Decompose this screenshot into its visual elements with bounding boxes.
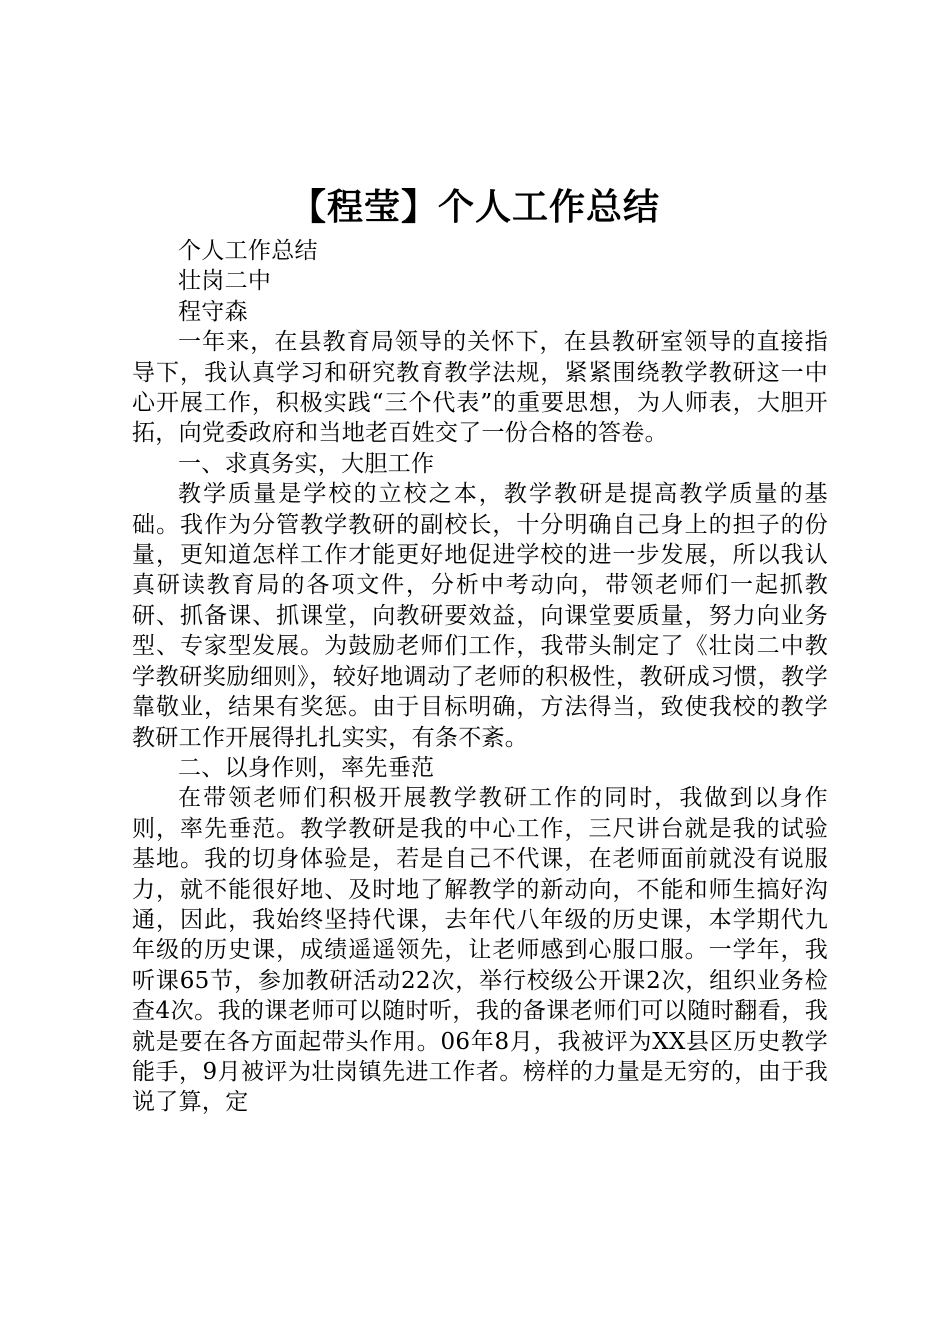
document-body [132, 236, 828, 1118]
school-name: 壮岗二中 [178, 268, 272, 295]
document-subtitle: 个人工作总结 [178, 238, 318, 264]
paragraph: 教学质量是学校的立校之本，教学教研是提高教学质量的基础。我作为分管教学教研的副校长，十分明确自己身上的担子的份量，更知道怎样工作才能更好地促进学校的进一步发展，所以我认真研读教育局的各项文件，分析中考动向，带领老师们一起抓教研、抓备课、抓课堂，向教研要效益，向课堂要质量，努力向业务型、专家型发展。为鼓励老师们工作，我带头制定了《壮岗二中教学教研奖励细则》，较好地调动了老师的积极性，教研成习惯，教学靠敬业，结果有奖惩。由于目标明确，方法得当，致使我校的教学教研工作开展得扎扎实实，有条不紊。 [132, 481, 828, 751]
section-heading: 一、求真务实，大胆工作 [178, 450, 435, 477]
document-title: 【程莹】个人工作总结 [289, 186, 660, 228]
section-heading: 二、以身作则，率先垂范 [178, 754, 435, 781]
author-name: 程守森 [178, 298, 248, 325]
paragraph: 在带领老师们积极开展教学教研工作的同时，我做到以身作则，率先垂范。教学教研是我的中心工作，三尺讲台就是我的试验基地。我的切身体验是，若是自己不代课，在老师面前就没有说服力，就不能很好地、及时地了解教学的新动向，不能和师生搞好沟通，因此，我始终坚持代课，去年代八年级的历史课，本学期代九年级的历史课，成绩遥遥领先，让老师感到心服口服。一学年，我听课65节，参加教研活动22次，举行校级公开课2次，组织业务检查4次。我的课老师可以随时听，我的备课老师们可以随时翻看，我就是要在各方面起带头作用。06年8月，我被评为XX县区历史教学能手，9月被评为壮岗镇先进工作者。榜样的力量是无穷的，由于我说了算，定 [132, 785, 828, 1116]
paragraph: 一年来，在县教育局领导的关怀下，在县教研室领导的直接指导下，我认真学习和研究教育教学法规，紧紧围绕教学教研这一中心开展工作，积极实践“三个代表”的重要思想，为人师表，大胆开拓，向党委政府和当地老百姓交了一份合格的答卷。 [132, 329, 828, 447]
